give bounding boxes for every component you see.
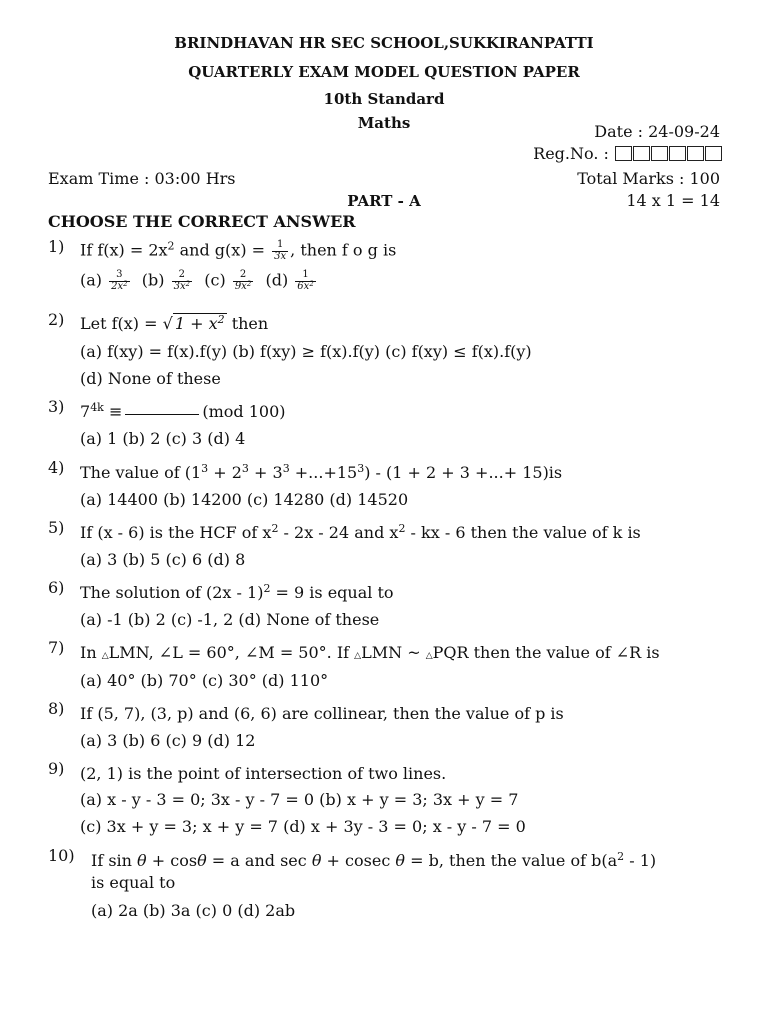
- school-name: BRINDHAVAN HR SEC SCHOOL,SUKKIRANPATTI: [174, 34, 594, 52]
- triangle-icon: △: [101, 651, 109, 661]
- exam-date: Date : 24-09-24: [594, 122, 720, 141]
- question-4-text: The value of $(1^3 + 2^3 + 3^3 +...+15^3) - (1 + 2 + 3$ +...+ 15)is: [80, 462, 563, 482]
- part-title: PART - A: [347, 192, 421, 210]
- subject: Maths: [357, 114, 411, 132]
- question-9-options-line2: (c) 3x + y = 3; x + y = 7 (d) x + 3y - 3 = 0; x - y - 7 = 0: [80, 817, 526, 836]
- reg-no: [533, 144, 722, 165]
- question-4-options: (a) 14400 (b) 14200 (c) 14280 (d) 14520: [80, 490, 409, 509]
- question-8-options: (a) 3 (b) 6 (c) 9 (d) 12: [80, 731, 256, 750]
- question-9-number: 9): [48, 759, 65, 778]
- standard: 10th Standard: [323, 90, 445, 108]
- answer-blank: [125, 414, 199, 415]
- question-7-number: 7): [48, 638, 65, 657]
- question-9-options-line1: (a) x - y - 3 = 0; 3x - y - 7 = 0 (b) x + y = 3; 3x + y = 7: [80, 790, 519, 809]
- fraction: $\frac{1}{3x}$: [274, 239, 287, 262]
- question-4-number: 4): [48, 458, 65, 477]
- question-6-number: 6): [48, 578, 65, 597]
- question-7-options: (a) 40° (b) 70° (c) 30° (d) 110°: [80, 671, 329, 690]
- question-1-options: (a) $\frac{3}{2x^2}$ (b) $\frac{2}{3x^2}$ (c) $\frac{2}{9x^2}$ (d) $\frac{1}{6x^2}$: [80, 269, 314, 292]
- question-2-options-line2: (d) None of these: [80, 369, 221, 388]
- question-5-text: If (x - 6) is the HCF of $x^2 - 2x - 24$ and $x^2$ - kx - 6 then the value of k is: [80, 522, 641, 542]
- question-8-text: If (5, 7), (3, p) and (6, 6) are collinear, then the value of p is: [80, 704, 564, 723]
- total-marks: Total Marks : 100: [577, 169, 720, 188]
- reg-no-boxes: [614, 146, 722, 165]
- question-10-text-line2: is equal to: [91, 873, 176, 892]
- question-5-options: (a) 3 (b) 5 (c) 6 (d) 8: [80, 550, 246, 569]
- question-6-options: (a) -1 (b) 2 (c) -1, 2 (d) None of these: [80, 610, 380, 629]
- question-6-text: The solution of (2x - 1)$^2$ = 9 is equal to: [80, 582, 394, 602]
- question-7-text: In △LMN, ∠L = 60°, ∠M = 50°. If △LMN ~ △PQR then the value of ∠R is: [80, 643, 660, 662]
- question-5-number: 5): [48, 518, 65, 537]
- question-3-number: 3): [48, 397, 65, 416]
- question-10-options: (a) 2a (b) 3a (c) 0 (d) 2ab: [91, 901, 296, 920]
- triangle-icon: △: [425, 651, 433, 661]
- question-1-number: 1): [48, 237, 65, 256]
- question-2-number: 2): [48, 310, 65, 329]
- question-2-options-line1: (a) f(xy) = f(x).f(y) (b) f(xy) ≥ f(x).f(y) (c) f(xy) ≤ f(x).f(y): [80, 342, 532, 361]
- part-marks: 14 x 1 = 14: [626, 191, 720, 210]
- question-9-text: (2, 1) is the point of intersection of two lines.: [80, 764, 447, 783]
- question-10-number: 10): [48, 846, 75, 865]
- question-8-number: 8): [48, 699, 65, 718]
- triangle-icon: △: [354, 651, 362, 661]
- question-10-text: If sin θ + cosθ = a and sec θ + cosec θ = b, then the value of $b(a^2 - 1)$: [91, 850, 657, 870]
- part-instruction: CHOOSE THE CORRECT ANSWER: [48, 212, 356, 231]
- exam-time: Exam Time : 03:00 Hrs: [48, 169, 236, 188]
- question-3-options: (a) 1 (b) 2 (c) 3 (d) 4: [80, 429, 246, 448]
- question-1-text: If $f(x) = 2x^2$ and g(x) = $\frac{1}{3x}$ , then f o g is: [80, 239, 397, 262]
- question-2-text: Let f(x) = √ $1 + x^2$ then: [80, 313, 269, 333]
- square-root: √ $1 + x^2$: [162, 313, 225, 333]
- question-3-text: $7^{4k} \equiv (mod$ 100): [80, 401, 286, 421]
- exam-title: QUARTERLY EXAM MODEL QUESTION PAPER: [188, 63, 580, 81]
- reg-no-label: Reg.No. :: [533, 144, 609, 163]
